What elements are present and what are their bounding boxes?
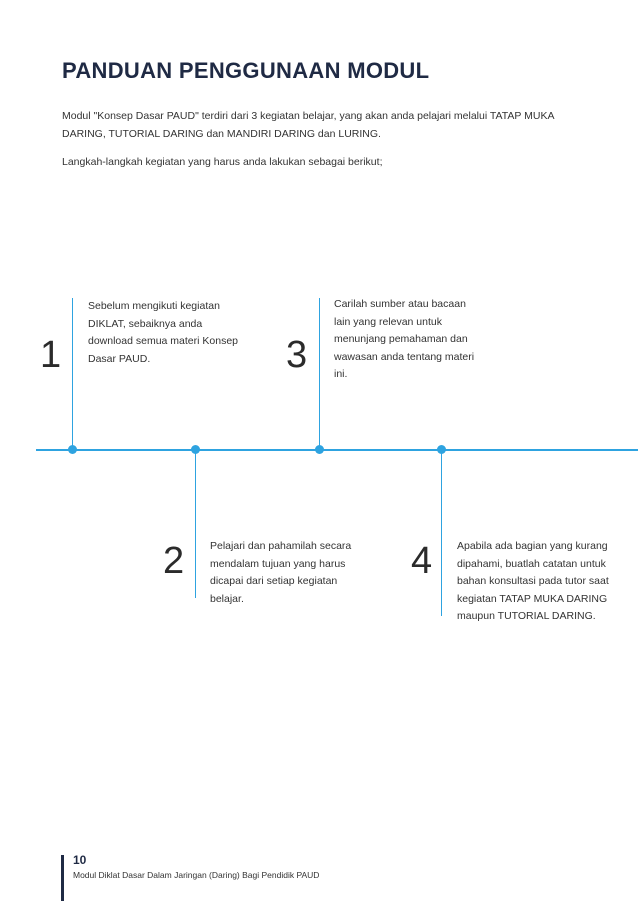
step-3-number: 3 xyxy=(286,334,308,376)
step-4-connector xyxy=(441,452,442,616)
step-1-connector xyxy=(72,298,73,448)
steps-intro-paragraph: Langkah-langkah kegiatan yang harus anda lakukan sebagai berikut; xyxy=(62,156,383,168)
footer-text: Modul Diklat Dasar Dalam Jaringan (Daring) Bagi Pendidik PAUD xyxy=(73,870,320,880)
timeline-line xyxy=(36,449,638,451)
step-4-number: 4 xyxy=(411,540,433,582)
step-4-dot xyxy=(437,445,446,454)
step-4-text: Apabila ada bagian yang kurang dipahami, buatlah catatan untuk bahan konsultasi pada tutor saat kegiatan TATAP MUKA DARING maupun TUTORIAL DARING. xyxy=(457,540,609,622)
page-number: 10 xyxy=(73,853,87,867)
step-2-dot xyxy=(191,445,200,454)
step-3-text: Carilah sumber atau bacaan lain yang relevan untuk menunjang pemahaman dan wawasan anda tentang materi ini. xyxy=(334,298,475,380)
step-2-connector xyxy=(195,452,196,598)
step-3-connector xyxy=(319,298,320,448)
step-1-dot xyxy=(68,445,77,454)
page-title: PANDUAN PENGGUNAAN MODUL xyxy=(62,58,430,83)
intro-paragraph: Modul "Konsep Dasar PAUD" terdiri dari 3 kegiatan belajar, yang akan anda pelajari melalui TATAP MUKA DARING, TUTORIAL DARING dan MANDIRI DARING dan LURING. xyxy=(62,110,554,140)
step-3-dot xyxy=(315,445,324,454)
step-1-text: Sebelum mengikuti kegiatan DIKLAT, sebaiknya anda download semua materi Konsep Dasar PAUD. xyxy=(88,300,239,365)
step-1-number: 1 xyxy=(40,334,62,376)
footer-accent-bar xyxy=(61,855,64,901)
step-2-text: Pelajari dan pahamilah secara mendalam tujuan yang harus dicapai dari setiap kegiatan belajar. xyxy=(210,540,352,605)
step-2-number: 2 xyxy=(163,540,185,582)
